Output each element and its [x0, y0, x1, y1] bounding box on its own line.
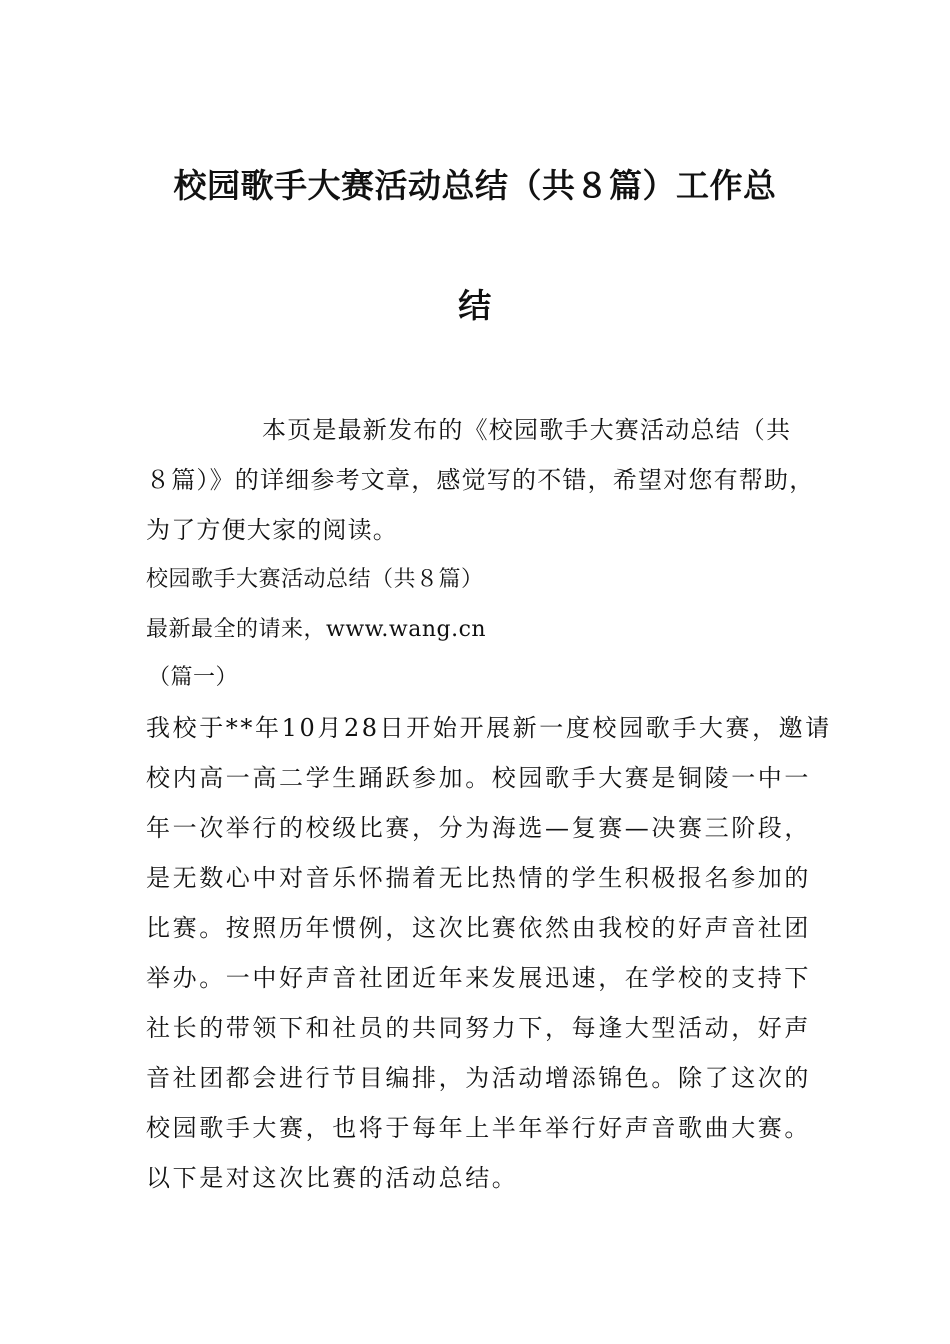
body-line-10: 以下是对这次比赛的活动总结。	[146, 1164, 519, 1192]
intro-line-3: 为了方便大家的阅读。	[146, 516, 398, 544]
body-line-4: 是无数心中对音乐怀揣着无比热情的学生积极报名参加的	[146, 864, 811, 892]
body-line-3: 年一次举行的校级比赛，分为海选—复赛—决赛三阶段，	[146, 814, 811, 842]
intro-line-1: 本页是最新发布的《校园歌手大赛活动总结（共	[262, 416, 792, 444]
document-title-line-2: 结	[458, 286, 492, 325]
body-line-8: 音社团都会进行节目编排，为活动增添锦色。除了这次的	[146, 1064, 811, 1092]
promo-line: 最新最全的请来，www.wang.cn	[146, 617, 487, 642]
document-title-line-1: 校园歌手大赛活动总结（共８篇）工作总	[173, 166, 777, 205]
body-line-5: 比赛。按照历年惯例，这次比赛依然由我校的好声音社团	[146, 914, 811, 942]
body-line-2: 校内高一高二学生踊跃参加。校园歌手大赛是铜陵一中一	[146, 764, 811, 792]
body-line-6: 举办。一中好声音社团近年来发展迅速，在学校的支持下	[146, 964, 811, 992]
intro-line-2: ８篇）》的详细参考文章，感觉写的不错，希望对您有帮助，	[146, 466, 815, 494]
body-line-7: 社长的带领下和社员的共同努力下，每逢大型活动，好声	[146, 1014, 811, 1042]
body-line-1: 我校于**年10月28日开始开展新一度校园歌手大赛，邀请	[146, 714, 832, 742]
subtitle: 校园歌手大赛活动总结（共８篇）	[146, 567, 484, 592]
section-label: （篇一）	[148, 665, 239, 690]
body-line-9: 校园歌手大赛，也将于每年上半年举行好声音歌曲大赛。	[146, 1114, 811, 1142]
